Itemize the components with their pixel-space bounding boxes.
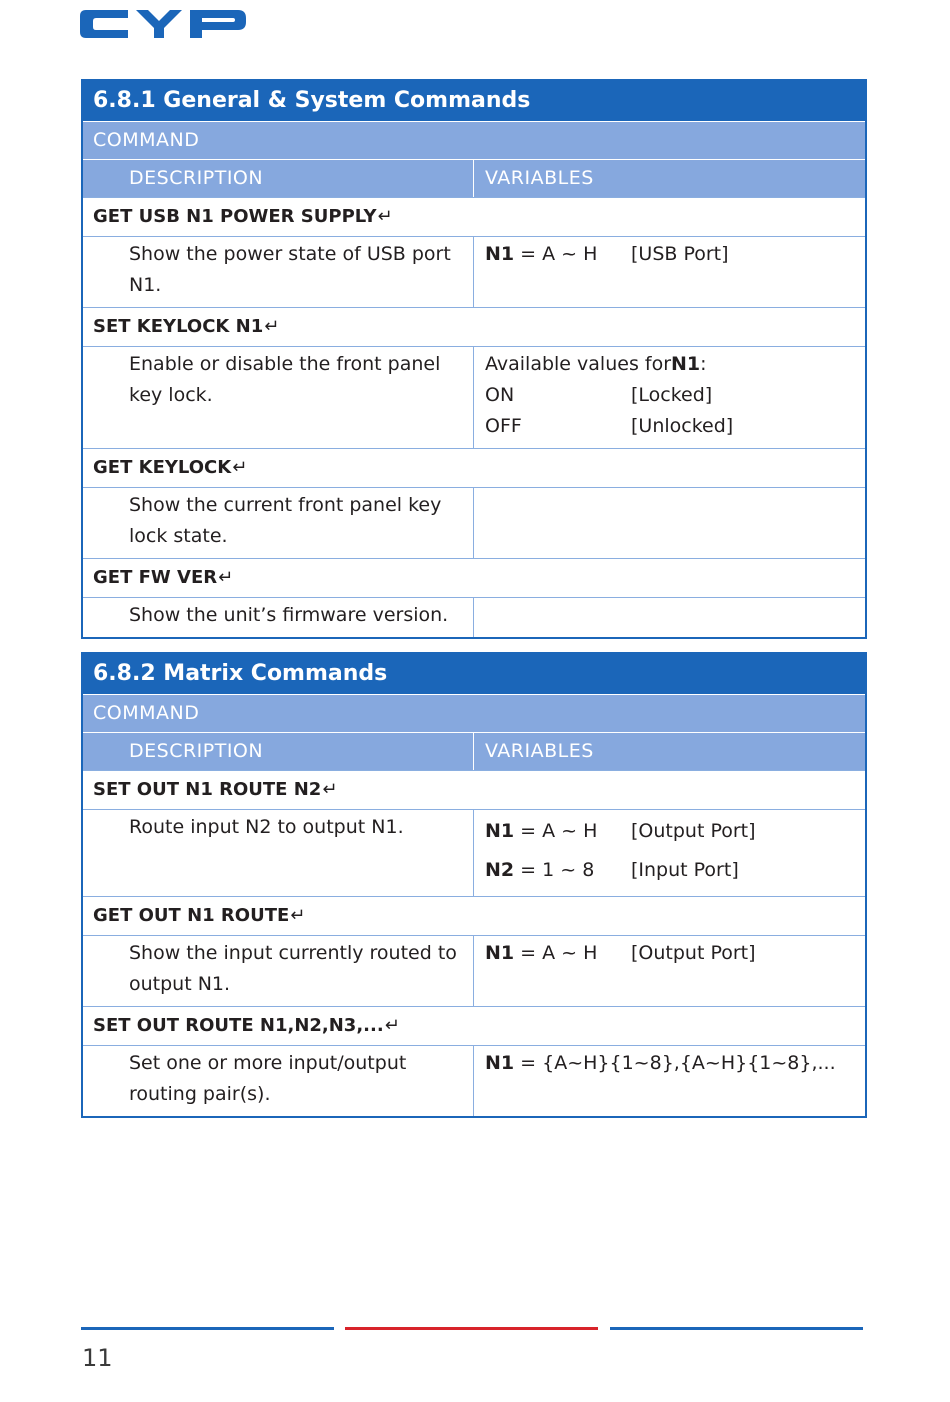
variables-cell xyxy=(474,598,865,637)
description-cell: Show the power state of USB port N1. xyxy=(83,237,474,307)
table-row xyxy=(83,935,865,1006)
table-row xyxy=(83,236,865,307)
header-description: DESCRIPTION xyxy=(83,160,474,197)
table-row xyxy=(83,487,865,558)
variables-cell xyxy=(474,237,865,307)
matrix-commands-table xyxy=(81,652,867,1118)
variable-line: N1 = A ~ H [Output Port] xyxy=(485,820,756,842)
header-command: COMMAND xyxy=(83,694,865,732)
command-get-usb-power-supply: GET USB N1 POWER SUPPLY↵ xyxy=(83,197,865,236)
description-cell: Show the unit’s firmware version. xyxy=(83,598,474,637)
table-row xyxy=(83,597,865,637)
description-cell: Enable or disable the front panel key lock. xyxy=(83,347,474,448)
variable-line: ON [Locked] xyxy=(485,384,713,406)
general-system-commands-table xyxy=(81,79,867,639)
return-icon: ↵ xyxy=(384,1015,400,1036)
variables-cell xyxy=(474,1046,865,1116)
command-set-out-route: SET OUT N1 ROUTE N2↵ xyxy=(83,770,865,809)
command-set-keylock: SET KEYLOCK N1↵ xyxy=(83,307,865,346)
header-variables: VARIABLES xyxy=(485,740,594,762)
header-description: DESCRIPTION xyxy=(83,733,474,770)
variable-line: N1 = {A~H}{1~8},{A~H}{1~8},... xyxy=(485,1052,836,1074)
footer-rule-right xyxy=(610,1327,863,1330)
table-row xyxy=(83,809,865,896)
return-icon: ↵ xyxy=(218,567,234,588)
variables-cell xyxy=(474,488,865,558)
return-icon: ↵ xyxy=(264,316,280,337)
return-icon: ↵ xyxy=(232,457,248,478)
variables-cell xyxy=(474,347,865,448)
page-number: 11 xyxy=(82,1344,113,1372)
footer-rule-center xyxy=(345,1327,598,1330)
header-variables: VARIABLES xyxy=(485,167,594,189)
description-cell: Show the current front panel key lock state. xyxy=(83,488,474,558)
section-title: 6.8.1 General & System Commands xyxy=(83,81,865,121)
table-row xyxy=(83,1045,865,1116)
description-cell: Set one or more input/output routing pair(s). xyxy=(83,1046,474,1116)
variable-line: N1 = A ~ H [Output Port] xyxy=(485,942,756,964)
header-row xyxy=(83,732,865,770)
header-row xyxy=(83,159,865,197)
command-get-keylock: GET KEYLOCK↵ xyxy=(83,448,865,487)
section-title: 6.8.2 Matrix Commands xyxy=(83,654,865,694)
footer-rule-left xyxy=(81,1327,334,1330)
description-cell: Route input N2 to output N1. xyxy=(83,810,474,896)
header-command: COMMAND xyxy=(83,121,865,159)
variable-line: N2 = 1 ~ 8 [Input Port] xyxy=(485,859,739,881)
return-icon: ↵ xyxy=(377,206,393,227)
description-cell: Show the input currently routed to output N1. xyxy=(83,936,474,1006)
table-row xyxy=(83,346,865,448)
return-icon: ↵ xyxy=(290,905,306,926)
cyp-logo xyxy=(80,6,250,42)
command-set-out-route-multi: SET OUT ROUTE N1,N2,N3,...↵ xyxy=(83,1006,865,1045)
command-get-out-route: GET OUT N1 ROUTE↵ xyxy=(83,896,865,935)
command-get-fw-ver: GET FW VER↵ xyxy=(83,558,865,597)
return-icon: ↵ xyxy=(322,779,338,800)
variables-cell xyxy=(474,936,865,1006)
variable-intro: Available values for N1 : xyxy=(485,353,707,375)
variables-cell xyxy=(474,810,865,896)
variable-line: OFF [Unlocked] xyxy=(485,415,734,437)
variable-line: N1 = A ~ H [USB Port] xyxy=(485,243,729,265)
